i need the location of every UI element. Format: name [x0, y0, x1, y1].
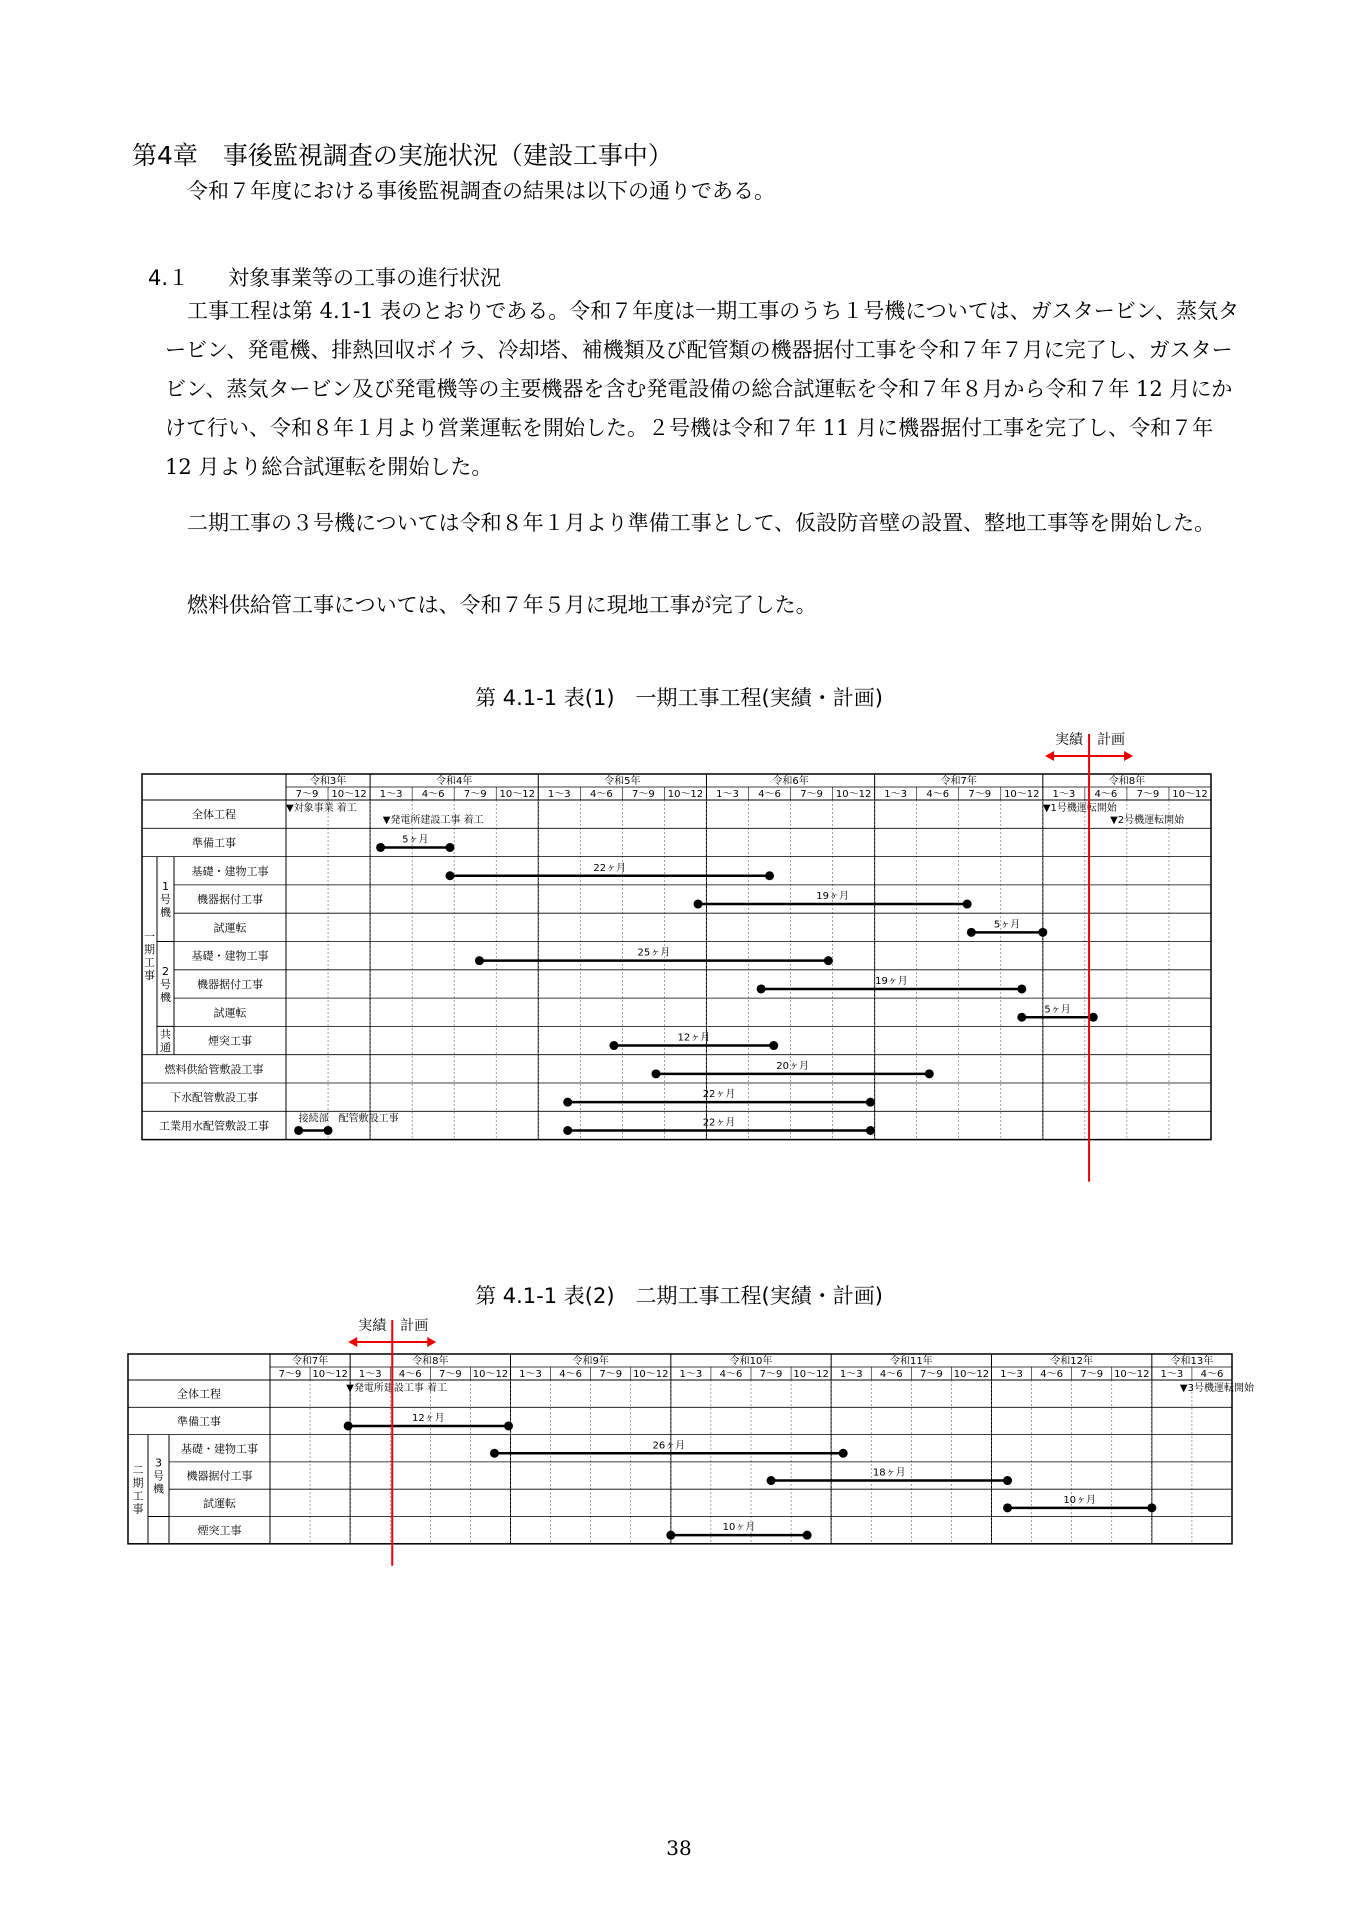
schedule-bar-duration-label: 22ヶ月: [593, 862, 627, 874]
year-label: 令和4年: [435, 776, 473, 787]
schedule-bar-start-dot: [490, 1449, 499, 1458]
schedule-bar-start-dot: [757, 984, 766, 993]
page-number: 38: [666, 1836, 692, 1860]
paragraph-3-text: 燃料供給管工事については、令和７年５月に現地工事が完了した。: [187, 593, 817, 617]
quarter-label: 7～9: [968, 789, 992, 800]
group-label-char: 期: [144, 943, 155, 957]
quarter-label: 10～12: [472, 1369, 509, 1380]
schedule-bar-secondary-end-dot: [324, 1126, 333, 1135]
table2-caption: 第 4.1-1 表(2) 二期工事工程(実績・計画): [475, 1284, 883, 1308]
paragraph-1-text: 工事工程は第 4.1-1 表のとおりである。令和７年度は一期工事のうち１号機については、ガスタービン、蒸気タービン、発電機、排熱回収ボイラ、冷却塔、補機類及び配管類の機器据付工事を令和７年７月に完了し、ガスタービン、蒸気タービン及び発電機等の主要機器を含む発電設備の総合試運転を令和７年８月から令和７年 12 月にかけて行い、令和８年１月より営業運転を開始した。２号機は令和７年 11 月に機器据付工事を完了し、令和７年 12 月より総合試運転を開始した。: [165, 299, 1240, 479]
quarter-label: 7～9: [463, 789, 487, 800]
quarter-label: 4～6: [1094, 789, 1118, 800]
quarter-label: 4～6: [1040, 1369, 1063, 1380]
quarter-label: 4～6: [1200, 1369, 1224, 1380]
row-label: 基礎・建物工事: [191, 949, 269, 963]
row-label: 下水配管敷設工事: [170, 1091, 258, 1105]
row-label: 煙突工事: [197, 1524, 242, 1538]
row-label: 試運転: [203, 1496, 236, 1510]
milestone-label: ▼発電所建設工事 着工: [382, 815, 484, 826]
row-label: 試運転: [213, 1006, 247, 1020]
year-label: 令和3年: [309, 776, 347, 787]
schedule-bar-duration-label: 10ヶ月: [1063, 1494, 1097, 1506]
row-label: 準備工事: [192, 836, 236, 850]
schedule-bar-end-dot: [769, 1041, 778, 1050]
schedule-bar-start-dot: [376, 843, 385, 852]
quarter-label: 1～3: [1000, 1369, 1023, 1380]
quarter-label: 7～9: [800, 789, 823, 800]
row-label: 工業用水配管敷設工事: [159, 1119, 269, 1133]
quarter-label: 7～9: [1136, 789, 1160, 800]
quarter-label: 4～6: [879, 1369, 903, 1380]
schedule-bar-duration-label: 10ヶ月: [722, 1522, 756, 1534]
group-label-char: 期: [132, 1476, 144, 1490]
subgroup-label-char: 通: [160, 1041, 171, 1055]
year-label: 令和8年: [1108, 776, 1146, 787]
subgroup-label-char: 共: [160, 1028, 171, 1042]
quarter-label: 7～9: [759, 1369, 783, 1380]
schedule-bar-start-dot: [652, 1069, 661, 1078]
year-label: 令和13年: [1170, 1356, 1214, 1367]
row-label: 全体工程: [192, 808, 236, 822]
schedule-chart-phase2: [0, 1310, 1358, 1570]
schedule-bar-end-dot: [1089, 1013, 1098, 1022]
milestone-label: ▼3号機運転開始: [1179, 1383, 1254, 1394]
quarter-label: 1～3: [839, 1369, 863, 1380]
quarter-label: 4～6: [589, 789, 613, 800]
quarter-label: 4～6: [421, 789, 445, 800]
row-note: 接続部 配管敷設工事: [298, 1113, 399, 1125]
schedule-bar-end-dot: [925, 1069, 934, 1078]
subgroup-label-char: 号: [153, 1469, 164, 1483]
row-label: 準備工事: [177, 1414, 221, 1428]
quarter-label: 10～12: [331, 789, 367, 800]
schedule-bar-end-dot: [839, 1449, 848, 1458]
milestone-label: ▼対象事業 着工: [286, 803, 357, 814]
year-label: 令和10年: [729, 1356, 773, 1367]
subgroup-label-char: 機: [160, 906, 171, 920]
year-label: 令和8年: [412, 1356, 449, 1367]
quarter-label: 10～12: [1004, 789, 1040, 800]
table-frame: [142, 774, 1211, 1140]
schedule-bar-duration-label: 25ヶ月: [637, 947, 671, 959]
paragraph-2-text: 二期工事の３号機については令和８年１月より準備工事として、仮設防音壁の設置、整地工事等を開始した。: [187, 511, 1216, 535]
quarter-label: 1～3: [379, 789, 403, 800]
year-label: 令和9年: [572, 1356, 609, 1367]
quarter-label: 4～6: [719, 1369, 743, 1380]
intro-sentence: 令和７年度における事後監視調査の結果は以下の通りである。: [187, 179, 775, 203]
section-title: 対象事業等の工事の進行状況: [228, 266, 501, 290]
schedule-bar-start-dot: [609, 1041, 618, 1050]
group-label-char: 事: [132, 1502, 144, 1516]
quarter-label: 7～9: [920, 1369, 943, 1380]
schedule-bar-duration-label: 19ヶ月: [816, 891, 849, 903]
row-label: 燃料供給管敷設工事: [164, 1062, 264, 1076]
quarter-label: 10～12: [835, 789, 872, 800]
schedule-bar-end-dot: [866, 1126, 875, 1135]
quarter-label: 10～12: [1172, 789, 1208, 800]
schedule-bar-duration-label: 5ヶ月: [402, 834, 429, 846]
schedule-bar-end-dot: [765, 871, 774, 880]
schedule-bar-duration-label: 22ヶ月: [702, 1117, 736, 1129]
schedule-bar-duration-label: 20ヶ月: [776, 1060, 810, 1072]
quarter-label: 4～6: [758, 789, 781, 800]
quarter-label: 10～12: [793, 1369, 829, 1380]
group-label-char: 工: [132, 1489, 144, 1503]
schedule-bar-duration-label: 5ヶ月: [993, 919, 1021, 931]
paragraph-3: [165, 586, 1245, 625]
schedule-bar-start-dot: [445, 871, 454, 880]
quarter-label: 7～9: [278, 1369, 302, 1380]
legend-plan-label: 計画: [1097, 732, 1126, 748]
schedule-bar-end-dot: [1017, 984, 1026, 993]
year-label: 令和6年: [772, 776, 809, 787]
section-number: 4.１: [148, 266, 190, 290]
schedule-bar-end-dot: [1147, 1503, 1156, 1512]
quarter-label: 1～3: [1052, 789, 1076, 800]
schedule-bar-duration-label: 18ヶ月: [872, 1467, 906, 1479]
quarter-label: 7～9: [439, 1369, 462, 1380]
row-label: 基礎・建物工事: [181, 1442, 258, 1456]
group-label-char: 一: [144, 930, 155, 944]
milestone-label: ▼発電所建設工事 着工: [346, 1383, 448, 1394]
group-label-char: 事: [144, 969, 155, 983]
quarter-label: 7～9: [632, 789, 655, 800]
schedule-bar-duration-label: 12ヶ月: [677, 1032, 711, 1044]
intro-text: [165, 172, 1245, 211]
subgroup-label-char: 機: [153, 1482, 164, 1496]
subgroup-label-char: 1: [162, 880, 169, 894]
quarter-label: 10～12: [1114, 1369, 1150, 1380]
schedule-bar-start-dot: [666, 1531, 675, 1540]
schedule-bar-end-dot: [1003, 1476, 1012, 1485]
legend-arrow-left-icon: [1045, 751, 1054, 761]
subgroup-label-char: 号: [160, 893, 171, 907]
schedule-bar-end-dot: [963, 900, 972, 909]
schedule-bar-start-dot: [767, 1476, 776, 1485]
quarter-label: 1～3: [679, 1369, 703, 1380]
row-label: 機器据付工事: [186, 1469, 253, 1483]
year-label: 令和5年: [604, 776, 641, 787]
schedule-bar-end-dot: [504, 1421, 513, 1430]
paragraph-2: [165, 504, 1245, 543]
quarter-label: 4～6: [398, 1369, 422, 1380]
milestone-label: ▼2号機運転開始: [1110, 815, 1185, 826]
row-label: 機器据付工事: [197, 977, 263, 991]
schedule-bar-end-dot: [866, 1098, 875, 1107]
schedule-bar-start-dot: [1003, 1503, 1012, 1512]
year-label: 令和12年: [1050, 1356, 1094, 1367]
schedule-bar-duration-label: 22ヶ月: [702, 1089, 736, 1101]
legend-arrow-right-icon: [427, 1337, 436, 1347]
quarter-label: 10～12: [312, 1369, 348, 1380]
schedule-bar-secondary-start-dot: [294, 1126, 303, 1135]
quarter-label: 7～9: [599, 1369, 623, 1380]
schedule-bar-start-dot: [563, 1126, 572, 1135]
schedule-bar-duration-label: 12ヶ月: [411, 1412, 445, 1424]
schedule-bar-duration-label: 19ヶ月: [875, 975, 908, 987]
legend-arrow-right-icon: [1124, 751, 1133, 761]
quarter-label: 4～6: [559, 1369, 582, 1380]
quarter-label: 7～9: [1080, 1369, 1104, 1380]
quarter-label: 1～3: [519, 1369, 542, 1380]
year-label: 令和7年: [291, 1356, 329, 1367]
schedule-bar-start-dot: [563, 1098, 572, 1107]
quarter-label: 1～3: [358, 1369, 382, 1380]
schedule-bar-end-dot: [445, 843, 454, 852]
milestone-label: ▼1号機運転開始: [1042, 803, 1117, 814]
schedule-bar-start-dot: [967, 928, 976, 937]
quarter-label: 1～3: [884, 789, 908, 800]
row-label: 煙突工事: [208, 1034, 252, 1048]
quarter-label: 7～9: [295, 789, 319, 800]
schedule-bar-start-dot: [694, 900, 703, 909]
quarter-label: 10～12: [667, 789, 704, 800]
group-label-char: 二: [132, 1463, 144, 1477]
paragraph-1: [165, 292, 1245, 487]
quarter-label: 10～12: [633, 1369, 669, 1380]
year-label: 令和7年: [940, 776, 977, 787]
schedule-bar-start-dot: [344, 1421, 353, 1430]
row-label: 全体工程: [177, 1387, 221, 1401]
row-label: 試運転: [213, 921, 247, 935]
legend-plan-label: 計画: [400, 1318, 429, 1334]
subgroup-label-char: 機: [160, 990, 171, 1004]
schedule-bar-end-dot: [824, 956, 833, 965]
legend-actual-label: 実績: [1055, 732, 1084, 748]
row-label: 基礎・建物工事: [191, 864, 269, 878]
quarter-label: 1～3: [716, 789, 739, 800]
quarter-label: 1～3: [547, 789, 571, 800]
schedule-bar-end-dot: [1038, 928, 1047, 937]
group-label-char: 工: [144, 956, 155, 970]
subgroup-label-char: 号: [160, 977, 171, 991]
schedule-bar-start-dot: [475, 956, 484, 965]
subgroup-label-char: 3: [155, 1456, 162, 1470]
year-label: 令和11年: [889, 1356, 933, 1367]
quarter-label: 10～12: [953, 1369, 990, 1380]
legend-actual-label: 実績: [358, 1318, 387, 1334]
section-heading: [148, 262, 501, 292]
legend-arrow-left-icon: [348, 1337, 357, 1347]
schedule-bar-duration-label: 26ヶ月: [652, 1440, 686, 1452]
chapter-title: 第4章 事後監視調査の実施状況（建設工事中）: [132, 141, 673, 170]
schedule-bar-end-dot: [803, 1531, 812, 1540]
table1-caption: 第 4.1-1 表(1) 一期工事工程(実績・計画): [475, 686, 883, 710]
schedule-bar-start-dot: [1017, 1013, 1026, 1022]
row-label: 機器据付工事: [197, 893, 263, 907]
subgroup-label-char: 2: [162, 964, 169, 978]
schedule-bar-duration-label: 5ヶ月: [1044, 1004, 1071, 1016]
quarter-label: 1～3: [1160, 1369, 1184, 1380]
quarter-label: 4～6: [926, 789, 950, 800]
quarter-label: 10～12: [499, 789, 535, 800]
schedule-chart-phase1: [0, 720, 1358, 1200]
